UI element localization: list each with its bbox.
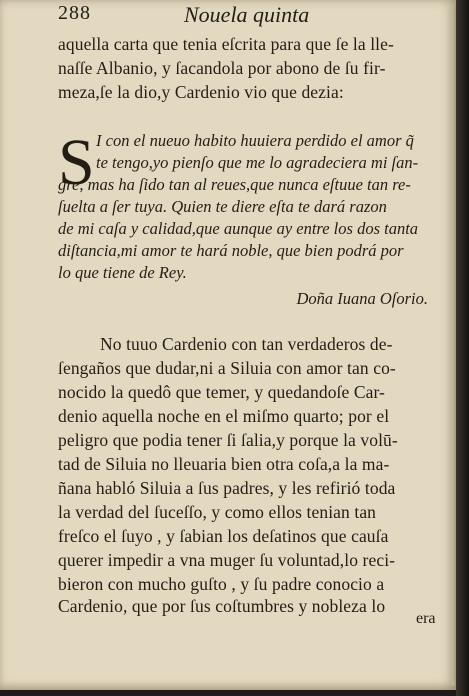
text-line: ſengaños que dudar,ni a Siluia con amor tan co- — [58, 358, 396, 378]
letter-line: ſuelta a ſer tuya. Quien te diere eſta te dará razon — [58, 197, 387, 216]
text-line: ñana habló Siluia a ſus padres, y les refirió toda — [58, 478, 396, 498]
page-number: 288 — [58, 2, 91, 24]
running-head: Nouela quinta — [184, 2, 310, 27]
drop-cap: S — [58, 126, 95, 199]
catchword: era — [416, 610, 436, 627]
letter-line: gre, mas ha ſido tan al reues,que nunca eſtuue tan re- — [58, 175, 411, 194]
text-line: meza,ſe la dio,y Cardenio vio que dezia: — [58, 82, 344, 102]
letter-line: I con el nueuo habito huuiera perdido el amor q̃ — [96, 131, 414, 150]
text-line: naſſe Albanio, y ſacandola por abono de ſu fir- — [58, 58, 386, 78]
text-line: bieron con mucho guſto , y ſu padre conocio a — [58, 574, 385, 594]
text-line: denio aquella noche en el miſmo quarto; por el — [58, 406, 390, 426]
text-line: No tuuo Cardenio con tan verdaderos de- — [100, 334, 393, 354]
book-edge-shadow — [456, 0, 469, 696]
letter-signature: Doña Iuana Oſorio. — [296, 289, 428, 308]
text-line: tad de Siluia no lleuaria bien otra coſa,a la ma- — [58, 454, 390, 474]
text-line: Cardenio, que por ſus coſtumbres y nobleza lo — [58, 596, 386, 616]
text-line: la verdad del ſuceſſo, y como ellos tenian tan — [58, 502, 377, 522]
letter-line: te tengo,yo pienſo que me lo agradeciera mi ſan- — [96, 153, 419, 172]
text-line: aquella carta que tenia eſcrita para que ſe la lle- — [58, 34, 394, 54]
text-line: freſco el ſuyo , y ſabian los deſatinos que cauſa — [58, 526, 389, 546]
letter-line: diſtancia,mi amor te hará noble, que bien podrá por — [58, 241, 404, 260]
text-line: peligro que podia tener ſi ſalia,y porque la volū- — [58, 430, 398, 450]
letter-line: de mi caſa y calidad,que aunque ay entre los dos tanta — [58, 219, 419, 238]
page-header — [58, 2, 438, 30]
letter-line: lo que tiene de Rey. — [58, 263, 187, 282]
text-line: querer impedir a vna muger ſu voluntad,lo reci- — [58, 550, 396, 570]
text-line: nocido la quedô que temer, y quedandoſe Car- — [58, 382, 385, 402]
